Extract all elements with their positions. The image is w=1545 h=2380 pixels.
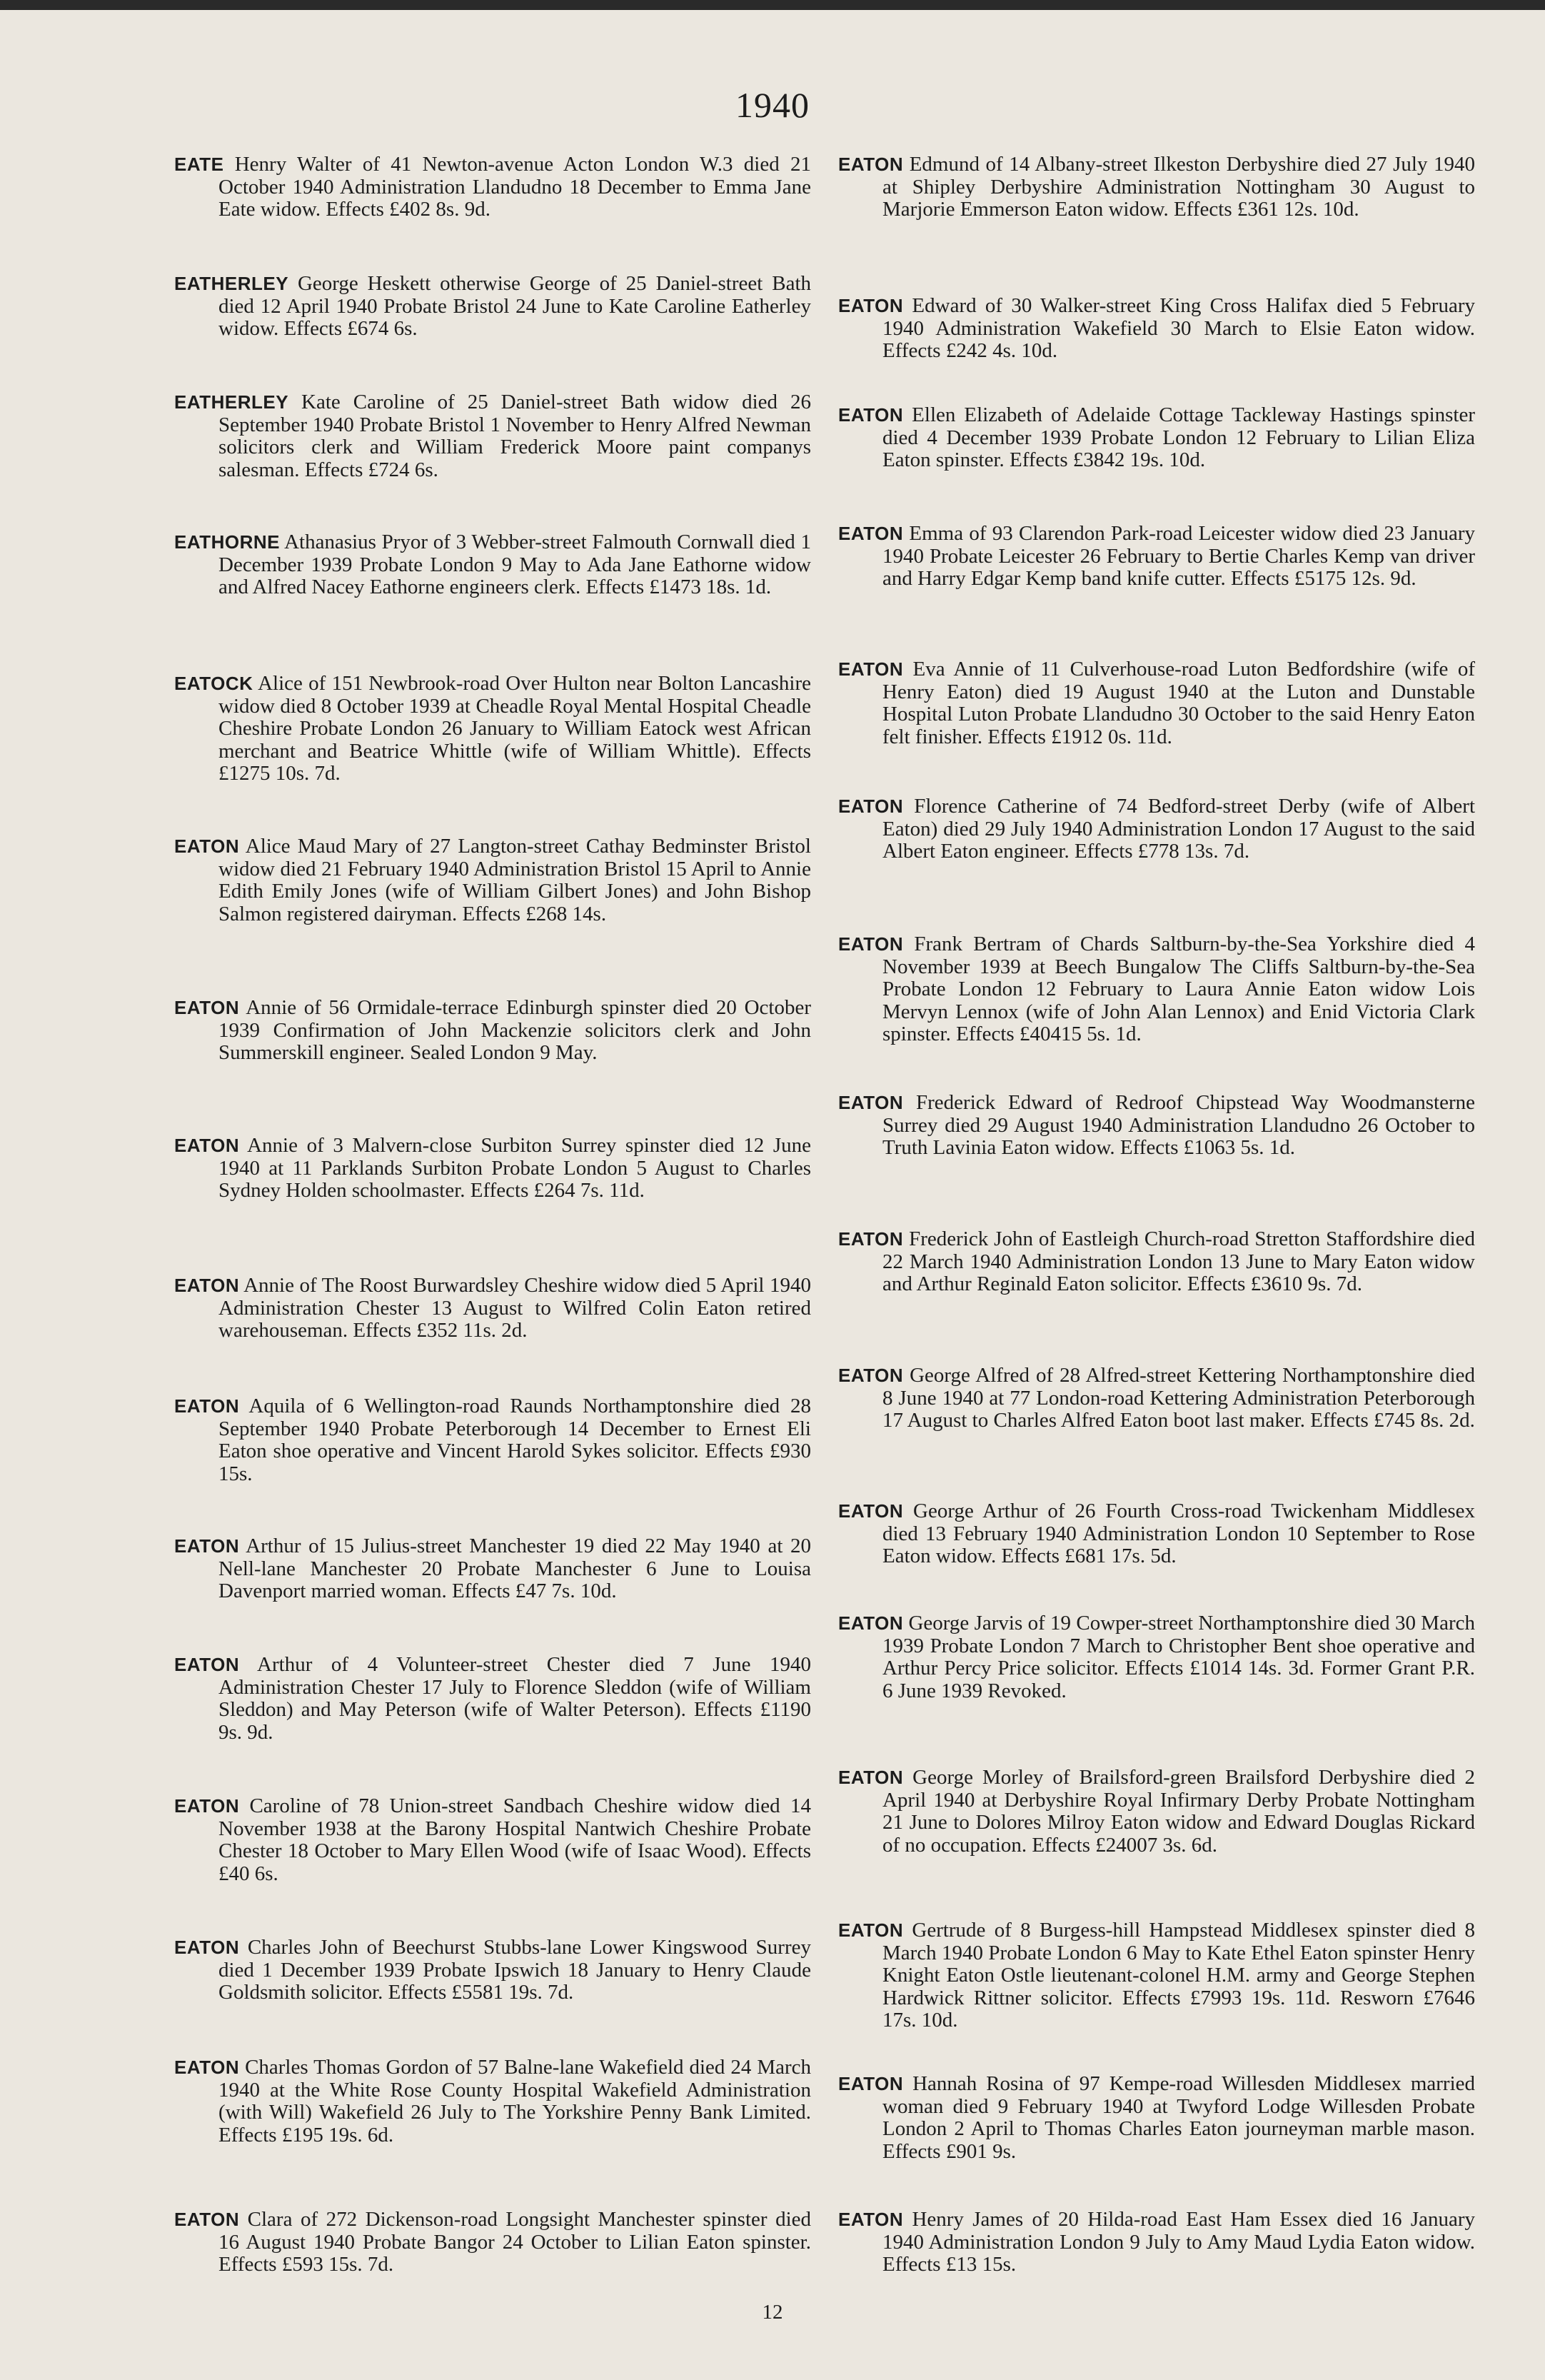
entry — [838, 1092, 1475, 1160]
entry-text: Annie of The Roost Burwardsley Cheshire widow died 5 April 1940 Administration Chester 13 August to Wilfred Colin Eaton retired warehouseman. Effects £352 11s. 2d. — [218, 1274, 811, 1342]
page-number: 12 — [762, 2301, 783, 2324]
entry — [838, 795, 1475, 863]
entry-text: Henry James of 20 Hilda-road East Ham Essex died 16 January 1940 Administration London 9 July to Amy Maud Lydia Eaton widow. Effects £13 15s. — [882, 2208, 1476, 2276]
entry-surname: EATON — [838, 933, 904, 955]
entry-surname: EATON — [838, 1767, 904, 1788]
entry-surname: EATHERLEY — [174, 391, 289, 413]
entry — [174, 1937, 811, 2004]
entry-surname: EATHORNE — [174, 531, 280, 553]
entry-text: Eva Annie of 11 Culverhouse-road Luton Bedfordshire (wife of Henry Eaton) died 19 August 1940 at the Luton and Dunstable Hospital Luton Probate Llandudno 30 October to the said Henry Eaton felt finisher. Effects £1912 0s. 11d. — [882, 658, 1475, 748]
entry — [174, 997, 811, 1065]
entry-text: Athanasius Pryor of 3 Webber-street Falmouth Cornwall died 1 December 1939 Probate London 9 May to Ada Jane Eathorne widow and Alfred Nacey Eathorne engineers clerk. Effects £1473 18s. 1d. — [218, 531, 811, 598]
entry — [174, 835, 811, 925]
entry-surname: EATON — [838, 2209, 904, 2230]
entry-text: Aquila of 6 Wellington-road Raunds Northamptonshire died 28 September 1940 Probate Peterborough 14 December to Ernest Eli Eaton shoe operative and Vincent Harold Sykes solicitor. Effects £930 15s. — [218, 1395, 811, 1485]
entry-text: Frederick Edward of Redroof Chipstead Way Woodmansterne Surrey died 29 August 1940 Administration Llandudno 26 October to Truth Lavinia Eaton widow. Effects £1063 5s. 1d. — [882, 1091, 1475, 1159]
entry-text: Frederick John of Eastleigh Church-road Stretton Staffordshire died 22 March 1940 Administration London 13 June to Mary Eaton widow and Arthur Reginald Eaton solicitor. Effects £3610 9s. 7d. — [882, 1227, 1475, 1295]
entry-surname: EATON — [838, 2073, 904, 2094]
entry-text: Edmund of 14 Albany-street Ilkeston Derbyshire died 27 July 1940 at Shipley Derbyshire Administration Nottingham 30 August to Marjorie Emmerson Eaton widow. Effects £361 12s. 10d. — [882, 153, 1476, 221]
entry-surname: EATON — [174, 2209, 240, 2230]
entry — [838, 2073, 1475, 2163]
entry-surname: EATOCK — [174, 673, 253, 694]
entry-text: Charles John of Beechurst Stubbs-lane Lower Kingswood Surrey died 1 December 1939 Probate Ipswich 18 January to Henry Claude Goldsmith solicitor. Effects £5581 19s. 7d. — [218, 1936, 811, 2004]
entry-surname: EATHERLEY — [174, 273, 289, 294]
entry-text: George Heskett otherwise George of 25 Daniel-street Bath died 12 April 1940 Probate Bristol 24 June to Kate Caroline Eatherley widow. Effects £674 6s. — [218, 272, 812, 340]
entry — [838, 658, 1475, 748]
entry — [174, 1654, 811, 1744]
entry — [174, 1275, 811, 1342]
entry-surname: EATE — [174, 154, 224, 175]
entry — [174, 673, 811, 785]
entry — [838, 1365, 1475, 1432]
entry-surname: EATON — [838, 658, 904, 680]
entry — [174, 2057, 811, 2146]
entry-surname: EATON — [838, 1365, 904, 1386]
entry-surname: EATON — [174, 997, 240, 1018]
entry-text: Annie of 3 Malvern-close Surbiton Surrey spinster died 12 June 1940 at 11 Parklands Surbiton Probate London 5 August to Charles Sydney Holden schoolmaster. Effects £264 7s. 11d. — [218, 1134, 811, 1202]
entry-surname: EATON — [174, 1795, 240, 1817]
entry — [838, 933, 1475, 1046]
entry-surname: EATON — [838, 1919, 904, 1941]
entry-text: Hannah Rosina of 97 Kempe-road Willesden Middlesex married woman died 9 February 1940 at Twyford Lodge Willesden Probate London 2 April to Thomas Charles Eaton journeyman marble mason. Effects £901 9s. — [882, 2072, 1475, 2163]
entry-text: George Morley of Brailsford-green Brailsford Derbyshire died 2 April 1940 at Derbyshire Royal Infirmary Derby Probate Nottingham 21 June to Dolores Milroy Eaton widow and Edward Douglas Rickard of no occupation. Effects £24007 3s. 6d. — [882, 1766, 1476, 1857]
entry-text: Frank Bertram of Chards Saltburn-by-the-Sea Yorkshire died 4 November 1939 at Beech Bungalow The Cliffs Saltburn-by-the-Sea Probate London 12 February to Laura Annie Eaton widow Lois Mervyn Lennox (wife of John Alan Lennox) and Enid Victoria Clark spinster. Effects £40415 5s. 1d. — [882, 933, 1476, 1045]
entry-surname: EATON — [838, 404, 904, 426]
entry-text: Alice Maud Mary of 27 Langton-street Cathay Bedminster Bristol widow died 21 February 1940 Administration Bristol 15 April to Annie Edith Emily Jones (wife of William Gilbert Jones) and John Bishop Salmon registered dairyman. Effects £268 14s. — [218, 835, 811, 925]
entry-text: Charles Thomas Gordon of 57 Balne-lane Wakefield died 24 March 1940 at the White Rose County Hospital Wakefield Administration (with Will) Wakefield 26 July to The Yorkshire Penny Bank Limited. Effects £195 19s. 6d. — [218, 2056, 812, 2146]
entry — [174, 273, 811, 341]
entry-text: Emma of 93 Clarendon Park-road Leicester widow died 23 January 1940 Probate Leicester 26 February to Bertie Charles Kemp van driver and Harry Edgar Kemp band knife cutter. Effects £5175 12s. 9d. — [882, 522, 1475, 590]
entry — [838, 1919, 1475, 2032]
entry — [174, 391, 811, 481]
entry-text: Arthur of 4 Volunteer-street Chester died 7 June 1940 Administration Chester 17 July to Florence Sleddon (wife of William Sleddon) and May Peterson (wife of Walter Peterson). Effects £1190 9s. 9d. — [218, 1653, 811, 1744]
entry-surname: EATON — [838, 1612, 904, 1634]
entry-text: George Arthur of 26 Fourth Cross-road Twickenham Middlesex died 13 February 1940 Administration London 10 September to Rose Eaton widow. Effects £681 17s. 5d. — [882, 1500, 1476, 1567]
entry-text: Gertrude of 8 Burgess-hill Hampstead Middlesex spinster died 8 March 1940 Probate London 6 May to Kate Ethel Eaton spinster Henry Knight Eaton Ostle lieutenant-colonel H.M. army and George Stephen Hardwick Rittner solicitor. Effects £7993 19s. 11d. Resworn £7646 17s. 10d. — [882, 1919, 1475, 2032]
entry — [174, 154, 811, 221]
entry-text: George Alfred of 28 Alfred-street Kettering Northamptonshire died 8 June 1940 at 77 London-road Kettering Administration Peterborough 17 August to Charles Alfred Eaton boot last maker. Effects £745 8s. 2d. — [882, 1364, 1475, 1432]
entry-text: Annie of 56 Ormidale-terrace Edinburgh spinster died 20 October 1939 Confirmation of John Mackenzie solicitors clerk and John Summerskill engineer. Sealed London 9 May. — [218, 996, 811, 1064]
entry-surname: EATON — [838, 1092, 904, 1113]
entry-text: Ellen Elizabeth of Adelaide Cottage Tackleway Hastings spinster died 4 December 1939 Probate London 12 February to Lilian Eliza Eaton spinster. Effects £3842 19s. 10d. — [882, 403, 1476, 471]
entry-text: Arthur of 15 Julius-street Manchester 19 died 22 May 1940 at 20 Nell-lane Manchester 20 Probate Manchester 6 June to Louisa Davenport married woman. Effects £47 7s. 10d. — [218, 1535, 812, 1602]
entry-text: Kate Caroline of 25 Daniel-street Bath widow died 26 September 1940 Probate Bristol 1 November to Henry Alfred Newman solicitors clerk and William Frederick Moore paint companys salesman. Effects £724 6s. — [218, 391, 811, 481]
scan-edge-bar — [0, 0, 1545, 10]
entry-surname: EATON — [838, 795, 904, 817]
entry — [838, 2209, 1475, 2276]
entry-text: Caroline of 78 Union-street Sandbach Cheshire widow died 14 November 1938 at the Barony Hospital Nantwich Cheshire Probate Chester 18 October to Mary Ellen Wood (wife of Isaac Wood). Effects £40 6s. — [218, 1794, 811, 1885]
entry-surname: EATON — [174, 1535, 240, 1557]
entry-text: George Jarvis of 19 Cowper-street Northamptonshire died 30 March 1939 Probate London 7 March to Christopher Bent shoe operative and Arthur Percy Price solicitor. Effects £1014 14s. 3d. Former Grant P.R. 6 June 1939 Revoked. — [882, 1612, 1475, 1702]
entry-text: Edward of 30 Walker-street King Cross Halifax died 5 February 1940 Administration Wakefield 30 March to Elsie Eaton widow. Effects £242 4s. 10d. — [882, 294, 1475, 362]
entry-surname: EATON — [174, 1937, 240, 1958]
entry — [174, 531, 811, 599]
entry-surname: EATON — [838, 295, 904, 316]
entry-surname: EATON — [838, 523, 904, 544]
entry-surname: EATON — [174, 2057, 240, 2078]
entry — [174, 1135, 811, 1202]
entry-text: Henry Walter of 41 Newton-avenue Acton London W.3 died 21 October 1940 Administration Llandudno 18 December to Emma Jane Eate widow. Effects £402 8s. 9d. — [218, 153, 811, 221]
entry-surname: EATON — [174, 1135, 240, 1156]
entry — [838, 295, 1475, 363]
entry-surname: EATON — [838, 1228, 904, 1250]
entry-text: Alice of 151 Newbrook-road Over Hulton near Bolton Lancashire widow died 8 October 1939 at Cheadle Royal Mental Hospital Cheadle Cheshire Probate London 26 January to William Eatock west African merchant and Beatrice Whittle (wife of William Whittle). Effects £1275 10s. 7d. — [218, 672, 811, 785]
entry — [174, 1395, 811, 1485]
entry-surname: EATON — [174, 835, 240, 857]
entry — [838, 154, 1475, 221]
entry — [838, 523, 1475, 591]
entry — [838, 1612, 1475, 1702]
entry-surname: EATON — [838, 1500, 904, 1522]
entry-text: Clara of 272 Dickenson-road Longsight Manchester spinster died 16 August 1940 Probate Bangor 24 October to Lilian Eaton spinster. Effects £593 15s. 7d. — [218, 2208, 812, 2276]
entry — [838, 1500, 1475, 1568]
entry — [838, 404, 1475, 472]
entry — [838, 1228, 1475, 1296]
entry-surname: EATON — [838, 154, 904, 175]
entry — [174, 1535, 811, 1603]
entry — [174, 1795, 811, 1885]
entry — [174, 2209, 811, 2276]
entry-text: Florence Catherine of 74 Bedford-street Derby (wife of Albert Eaton) died 29 July 1940 Administration London 17 August to the said Albert Eaton engineer. Effects £778 13s. 7d. — [882, 795, 1476, 863]
page-year-heading: 1940 — [735, 85, 810, 125]
entry-surname: EATON — [174, 1275, 240, 1296]
entry-surname: EATON — [174, 1654, 240, 1675]
entry — [838, 1767, 1475, 1857]
entry-surname: EATON — [174, 1395, 240, 1417]
